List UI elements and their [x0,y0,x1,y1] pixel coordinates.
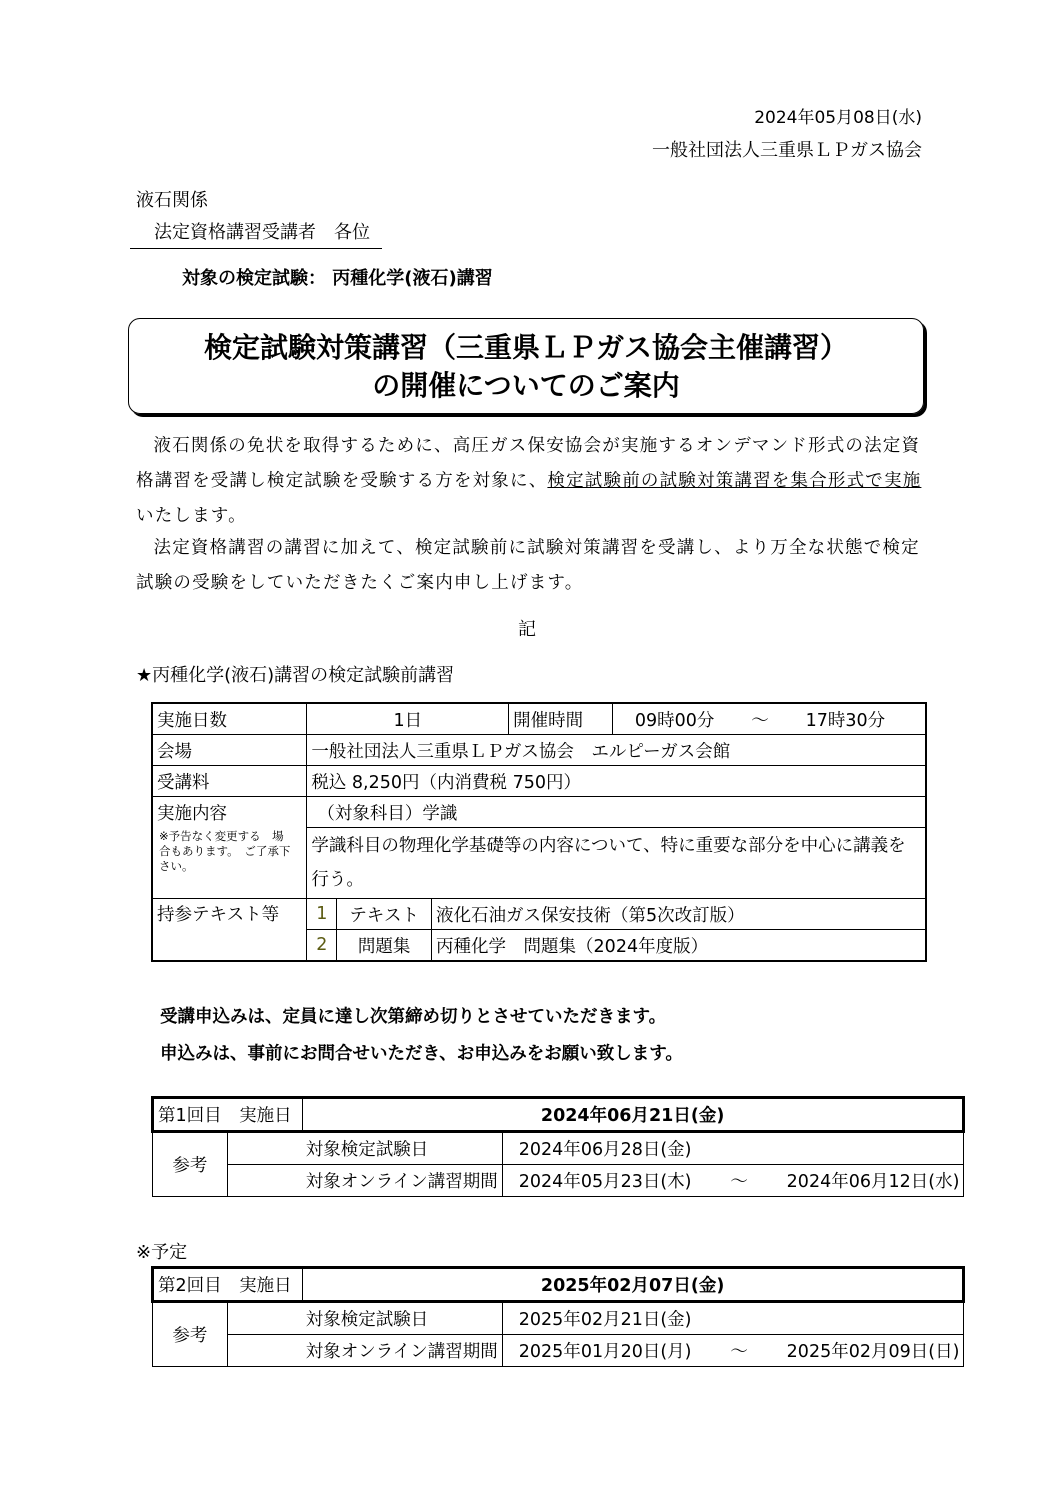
document-date: 2024年05月08日(水) [754,108,922,128]
session1-exam-label: 対象検定試験日 [227,1132,502,1165]
session2-online-period [502,1335,964,1367]
text-name-1: 液化石油ガス保安技術（第5次改訂版） [432,899,926,930]
time-start: 09時00分 [634,710,715,731]
time-sep: ～ [751,710,769,731]
session1-online-start: 2024年05月23日(木) [518,1172,692,1192]
text-no-2: 2 [307,930,337,962]
time-end: 17時30分 [805,710,886,731]
session2-ref: 参考 [153,1302,228,1367]
content-subject: （対象科目）学識 [307,797,926,828]
time-label: 開催時間 [509,703,613,735]
session2-online-label: 対象オンライン講習期間 [227,1335,502,1367]
target-exam: 対象の検定試験： 丙種化学(液石)講習 [182,268,493,289]
title-line1: 検定試験対策講習（三重県ＬＰガス協会主催講習） [203,331,848,364]
session1-online-end: 2024年06月12日(水) [786,1172,960,1192]
venue-label: 会場 [152,735,307,766]
days-value: 1日 [307,703,509,735]
notice-deadline: 受講申込みは、定員に達し次第締め切りとさせていただきます。 [160,1007,667,1027]
session1-online-sep: ～ [730,1172,748,1192]
notice-inquiry: 申込みは、事前にお問合せいただき、お申込みをお願い致します。 [160,1044,683,1064]
title-box [128,318,924,414]
session1-ref: 参考 [153,1132,228,1197]
intro-text-b: いたします。 [136,506,247,526]
issuer-name: 一般社団法人三重県ＬＰガス協会 [652,140,922,161]
second-paragraph: 法定資格講習の講習に加えて、検定試験前に試験対策講習を受講し、より万全な状態で検定試験の受験をしていただきたくご案内申し上げます。 [136,538,920,593]
time-value [612,703,926,735]
texts-label: 持参テキスト等 [152,899,307,962]
session1-online-label: 対象オンライン講習期間 [227,1165,502,1197]
session2-online-start: 2025年01月20日(月) [518,1342,692,1362]
session1-label: 第1回目 実施日 [153,1098,303,1132]
text-type-2: 問題集 [337,930,432,962]
session2-online-sep: ～ [730,1342,748,1362]
section-heading: ★丙種化学(液石)講習の検定試験前講習 [136,665,455,686]
session2-label: 第2回目 実施日 [153,1268,303,1302]
info-table [151,702,927,962]
content-label: 実施内容 [157,804,227,824]
venue-value: 一般社団法人三重県ＬＰガス協会 エルピーガス会館 [307,735,926,766]
session1-online-period [502,1165,964,1197]
recipient-group: 液石関係 [136,190,208,211]
content-cell [152,797,307,899]
text-type-1: テキスト [337,899,432,930]
tentative-note: ※予定 [136,1242,188,1263]
fee-label: 受講料 [152,766,307,797]
title-line2: の開催についてのご案内 [372,369,680,402]
session1-exam-date: 2024年06月28日(金) [502,1132,964,1165]
session2-exam-date: 2025年02月21日(金) [502,1302,964,1335]
session2-online-end: 2025年02月09日(日) [786,1342,960,1362]
content-detail: 学識科目の物理化学基礎等の内容について、特に重要な部分を中心に講義を行う。 [307,828,926,899]
text-name-2: 丙種化学 問題集（2024年度版） [432,930,926,962]
session2-date: 2025年02月07日(金) [302,1268,964,1302]
recipient-line: 法定資格講習受講者 各位 [130,218,382,249]
days-label: 実施日数 [152,703,307,735]
intro-text-a: 液石関係の免状を取得するために、高圧ガス保安協会が実施するオンデマンド形式の法定資格講習を受講し検定試験を受験する方を対象に、 [136,436,921,491]
session2-table [151,1266,965,1367]
intro-paragraph [136,429,922,534]
text-no-1: 1 [307,899,337,930]
content-note: ※予告なく変更する 場合もあります。 ご了承下さい。 [159,829,291,873]
session1-table [151,1096,965,1197]
intro-underlined: 検定試験前の試験対策講習を集合形式で実施 [547,471,922,491]
session1-date: 2024年06月21日(金) [302,1098,964,1132]
fee-value: 税込 8,250円（内消費税 750円） [307,766,926,797]
ki-heading: 記 [518,619,536,640]
session2-exam-label: 対象検定試験日 [227,1302,502,1335]
